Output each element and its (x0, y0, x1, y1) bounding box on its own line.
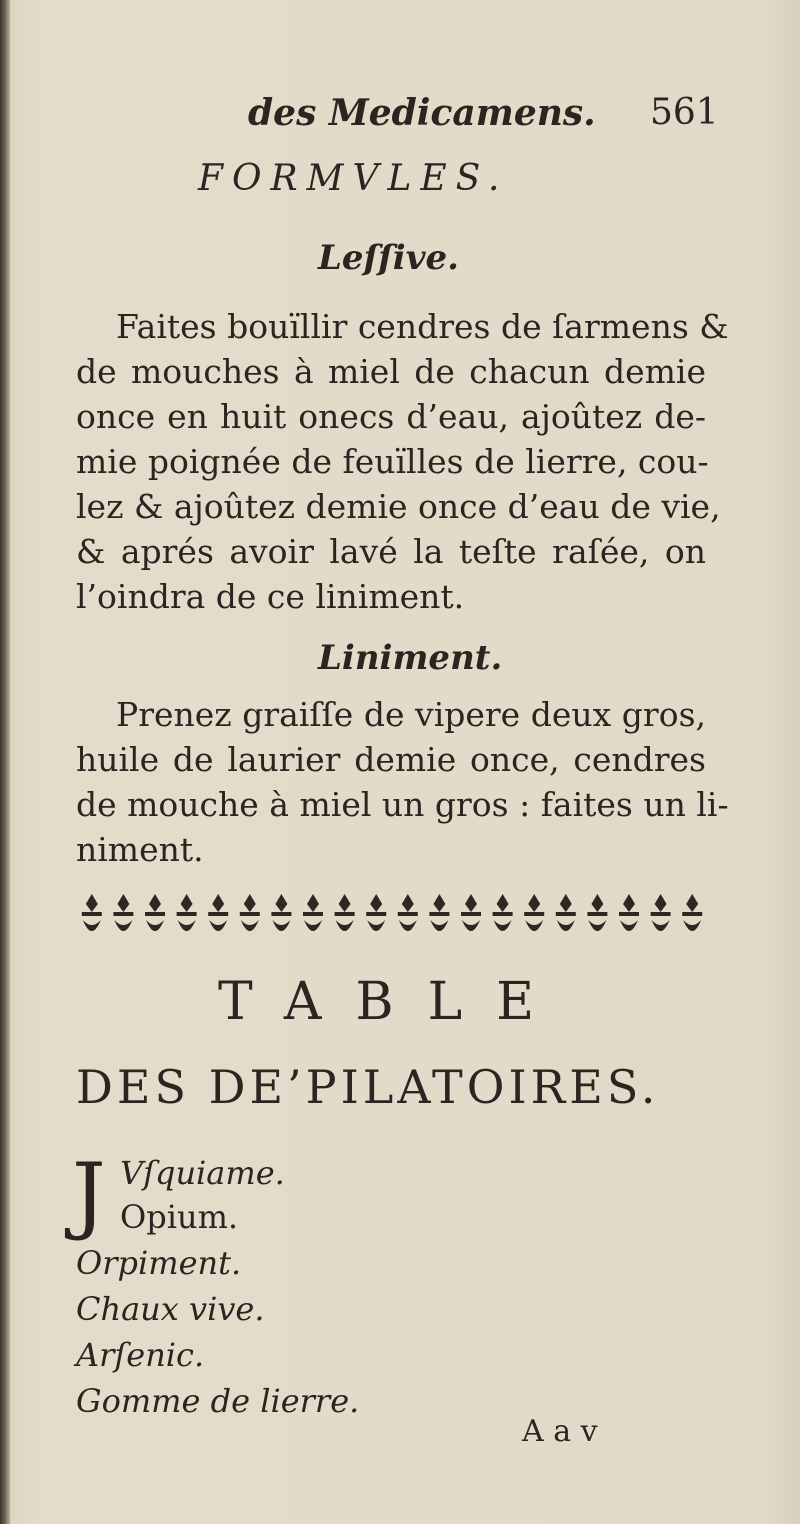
fleuron-icon (145, 894, 165, 931)
section-title: FORMVLES. (198, 158, 509, 199)
text-line: & aprés avoir lavé la teſte raſée, on (76, 532, 706, 571)
fleuron-icon (208, 894, 228, 931)
book-spine-edge (0, 0, 10, 1524)
fleuron-icon (366, 894, 386, 931)
fleuron-icon (240, 894, 260, 931)
fleuron-icon (524, 894, 544, 931)
fleuron-icon (398, 894, 418, 931)
toc-entry: Vſquiame. (120, 1154, 285, 1192)
fleuron-icon (335, 894, 355, 931)
lessive-heading: Leſſive. (318, 238, 459, 278)
drop-cap: J (72, 1145, 106, 1243)
toc-entry: Orpiment. (76, 1244, 242, 1282)
text-line: niment. (76, 830, 204, 869)
text-line: huile de laurier demie once, cendres (76, 740, 706, 779)
text-line: Prenez graiſſe de vipere deux gros, (116, 695, 706, 734)
page-number: 561 (650, 92, 719, 133)
fleuron-icon (303, 894, 323, 931)
text-line: de mouches à miel de chacun demie (76, 352, 706, 391)
fleuron-icon (682, 894, 702, 931)
table-title: TABLE (218, 972, 569, 1032)
text-line: Faites bouïllir cendres de ſarmens & (116, 307, 729, 346)
table-subtitle: DES DE’PILATOIRES. (76, 1060, 660, 1114)
fleuron-icon (619, 894, 639, 931)
running-title: des Medicamens. (248, 92, 596, 134)
fleuron-icon (429, 894, 449, 931)
text-line: mie poignée de feuïlles de lierre, cou- (76, 442, 709, 481)
liniment-heading: Liniment. (318, 638, 503, 678)
toc-entry: Chaux vive. (76, 1290, 265, 1328)
fleuron-icon (177, 894, 197, 931)
fleuron-icon (587, 894, 607, 931)
text-line: de mouche à miel un gros : faites un li- (76, 785, 729, 824)
toc-entry: Arſenic. (76, 1336, 205, 1374)
text-line: once en huit onecs d’eau, ajoûtez de- (76, 397, 706, 436)
signature-mark: A a v (522, 1414, 598, 1449)
fleuron-icon (82, 894, 102, 931)
fleuron-icon (556, 894, 576, 931)
toc-entry: Opium. (120, 1198, 239, 1236)
ornament-band (76, 890, 708, 944)
toc-entry: Gomme de lierre. (76, 1382, 360, 1420)
text-line: l’oindra de ce liniment. (76, 577, 465, 616)
fleuron-icon (271, 894, 291, 931)
fleuron-icon (461, 894, 481, 931)
fleuron-icon (493, 894, 513, 931)
fleuron-icon (651, 894, 671, 931)
fleuron-icon (113, 894, 133, 931)
text-line: lez & ajoûtez demie once d’eau de vie, (76, 487, 721, 526)
